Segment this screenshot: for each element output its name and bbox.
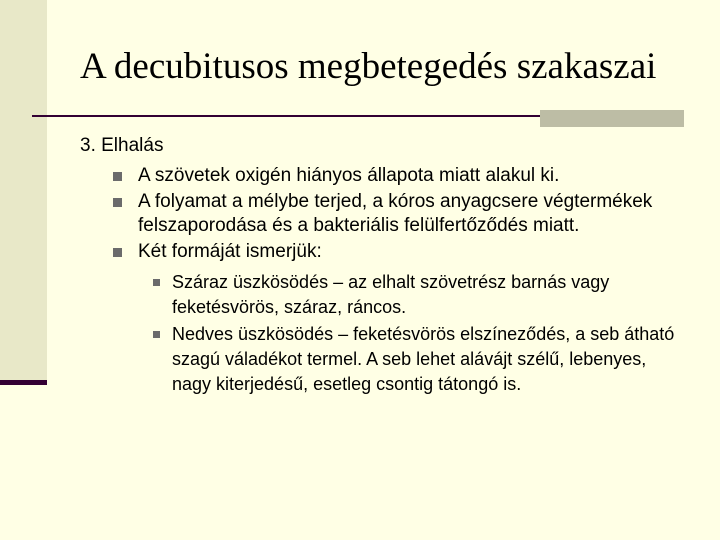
slide-content [80,134,690,399]
square-bullet-icon [113,248,122,257]
square-bullet-icon [153,279,160,286]
list-item [80,190,690,238]
left-decor-line [0,380,47,385]
list-item [80,164,690,188]
square-bullet-icon [153,331,160,338]
title-accent-block [540,110,684,127]
sub-list-item [138,322,690,397]
sub-list-item [138,270,690,320]
sub-bullet-text: Nedves üszkösödés – feketésvörös elszíneződés, a seb átható szagú váladékot termel. A seb lehet alávájt szélű, lebenyes, nagy kiterjedésű, esetleg csontig tátongó is. [172,324,675,394]
bullet-text: A szövetek oxigén hiányos állapota miatt alakul ki. [138,165,560,186]
bullet-text: A folyamat a mélybe terjed, a kóros anyagcsere végtermékek felszaporodása és a bakteriális felülfertőződés miatt. [138,191,653,236]
section-heading: 3. Elhalás [80,135,164,156]
bullet-text: Két formáját ismerjük: [138,241,322,262]
sub-bullet-list [138,270,690,397]
square-bullet-icon [113,198,122,207]
list-item [80,240,690,397]
square-bullet-icon [113,172,122,181]
bullet-list [80,164,690,397]
slide-title: A decubitusos megbetegedés szakaszai [80,46,657,87]
left-decor-band [0,0,47,382]
sub-bullet-text: Száraz üszkösödés – az elhalt szövetrész barnás vagy feketésvörös, száraz, ráncos. [172,272,610,317]
